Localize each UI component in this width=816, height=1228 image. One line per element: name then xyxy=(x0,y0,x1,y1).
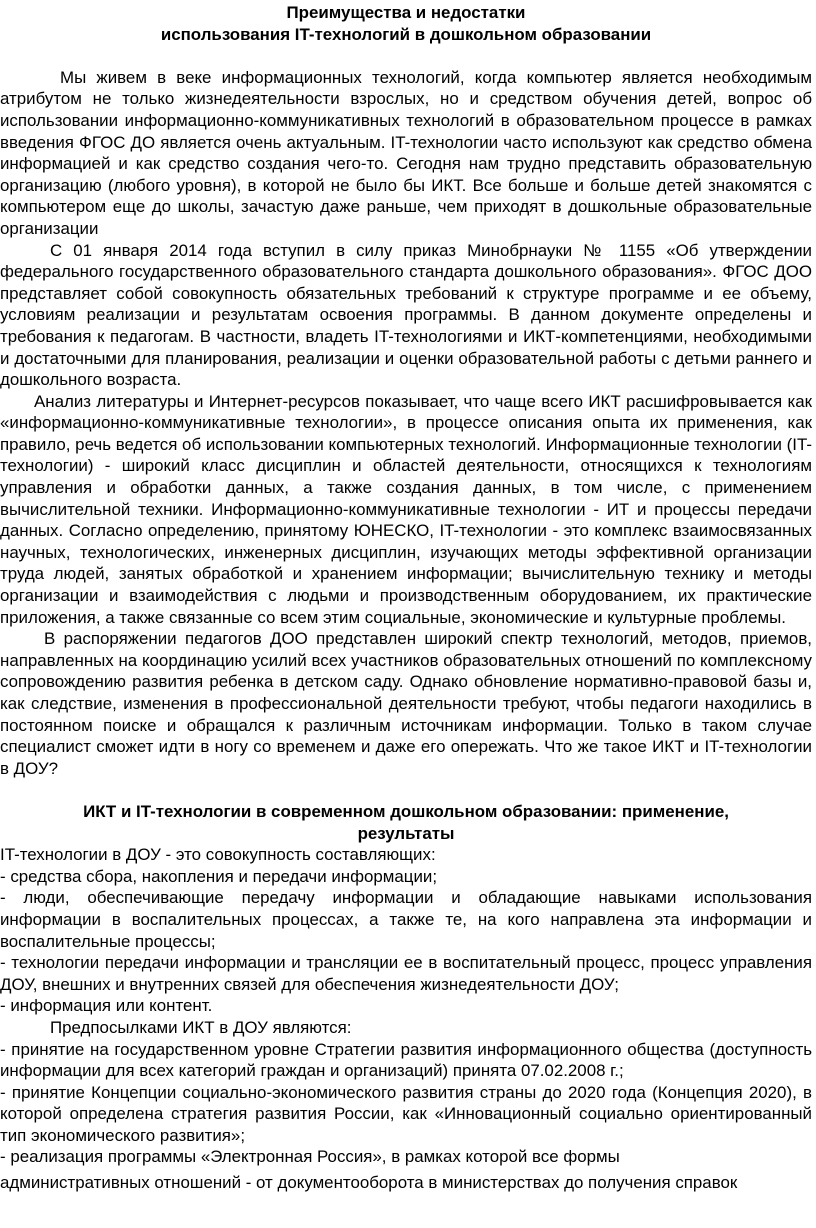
spacer xyxy=(0,45,812,67)
paragraph-fgos: С 01 января 2014 года вступил в силу приказ Минобрнауки № 1155 «Об утверждении федерального государственного образовательного стандарта дошкольного образования». ФГОС ДОО представляет собой совокупность обязательных требований к структуре программе и ее объему, условиям реализации и результатам освоения программы. В данном документе определены и требования к педагогам. В частности, владеть IT-технологиями и ИКТ-компетенциями, необходимыми и достаточными для планирования, реализации и оценки образовательной работы с детьми раннего и дошкольного возраста. xyxy=(0,240,812,390)
list-item: - принятие Концепции социально-экономического развития страны до 2020 года (Концепция 2020), в которой определена стратегия развития России, как «Инновационный социально ориентированный тип экономического развития»; xyxy=(0,1082,812,1145)
paragraph-teachers: В распоряжении педагогов ДОО представлен широкий спектр технологий, методов, приемов, направленных на координацию усилий всех участников образовательных отношений по комплексному сопровождению развития ребенка в детском саду. Однако обновление нормативно-правовой базы и, как следствие, изменения в профессиональной деятельности требуют, чтобы педагоги находились в постоянном поиске и обращался к различным источникам информации. Только в таком случае специалист сможет идти в ногу со временем и даже его опережать. Что же такое ИКТ и IT-технологии в ДОУ? xyxy=(0,629,812,778)
prerequisites-list xyxy=(0,1017,812,1194)
list-item: - средства сбора, накопления и передачи информации; xyxy=(0,866,438,886)
document-title-line2: использования IT-технологий в дошкольном образовании xyxy=(160,24,652,44)
paragraph-analysis: Анализ литературы и Интернет-ресурсов показывает, что чаще всего ИКТ расшифровывается как «информационно-коммуникативные технологии», в процессе описания опыта их применения, как правило, речь ведется об использовании компьютерных технологий. Информационные технологии (IT-технологии) - широкий класс дисциплин и областей деятельности, относящихся к технологиям управления и обработки данных, а также создания данных, в том числе, с применением вычислительной техники. Информационно-коммуникативные технологии - ИТ и процессы передачи данных. Согласно определению, принятому ЮНЕСКО, IT-технологии - это комплекс взаимосвязанных научных, технологических, инженерных дисциплин, изучающих методы эффективной организации труда людей, занятых обработкой и хранением информации; вычислительную технику и методы организации и взаимодействия с людьми и производственным оборудованием, их практические приложения, а также связанные со всем этим социальные, экономические и культурные проблемы. xyxy=(0,391,812,627)
list-item: административных отношений - от документооборота в министерствах до получения справок xyxy=(0,1173,738,1193)
list-intro: IT-технологии в ДОУ - это совокупность составляющих: xyxy=(0,845,436,865)
paragraph-intro: Мы живем в веке информационных технологий, когда компьютер является необходимым атрибутом не только жизнедеятельности взрослых, но и средством обучения детей, вопрос об использовании информационно-коммуникативных технологий в образовательном процессе в рамках введения ФГОС ДО является очень актуальным. IT-технологии часто используют как средство обмена информацией и как средство создания чего-то. Сегодня нам трудно представить образовательную организацию (любого уровня), в которой не было бы ИКТ. Все больше и больше детей знакомятся с компьютером еще до школы, зачастую даже раньше, чем приходят в дошкольные образовательные организации xyxy=(0,67,812,238)
components-list xyxy=(0,844,812,1017)
spacer xyxy=(0,779,812,801)
list-item: - информация или контент. xyxy=(0,996,213,1016)
prereq-intro: Предпосылками ИКТ в ДОУ являются: xyxy=(50,1017,352,1037)
section-title-line1: ИКТ и IT-технологии в современном дошкольном образовании: применение, xyxy=(83,801,729,821)
list-item: - принятие на государственном уровне Стратегии развития информационного общества (доступность информации для всех категорий граждан и организаций) принята 07.02.2008 г.; xyxy=(0,1039,812,1081)
list-item: - технологии передачи информации и трансляции ее в воспитательный процесс, процесс управления ДОУ, внешних и внутренних связей для обеспечения жизнедеятельности ДОУ; xyxy=(0,953,812,994)
document-title-line1: Преимущества и недостатки xyxy=(286,3,526,22)
list-item: - люди, обеспечивающие передачу информации и обладающие навыками использования информации в воспалительных процессах, а также те, на кого направлена эта информации и воспалительные процессы; xyxy=(0,888,812,951)
list-item: - реализация программы «Электронная Россия», в рамках которой все формы xyxy=(0,1147,620,1167)
section-title-line2: результаты xyxy=(357,823,455,843)
